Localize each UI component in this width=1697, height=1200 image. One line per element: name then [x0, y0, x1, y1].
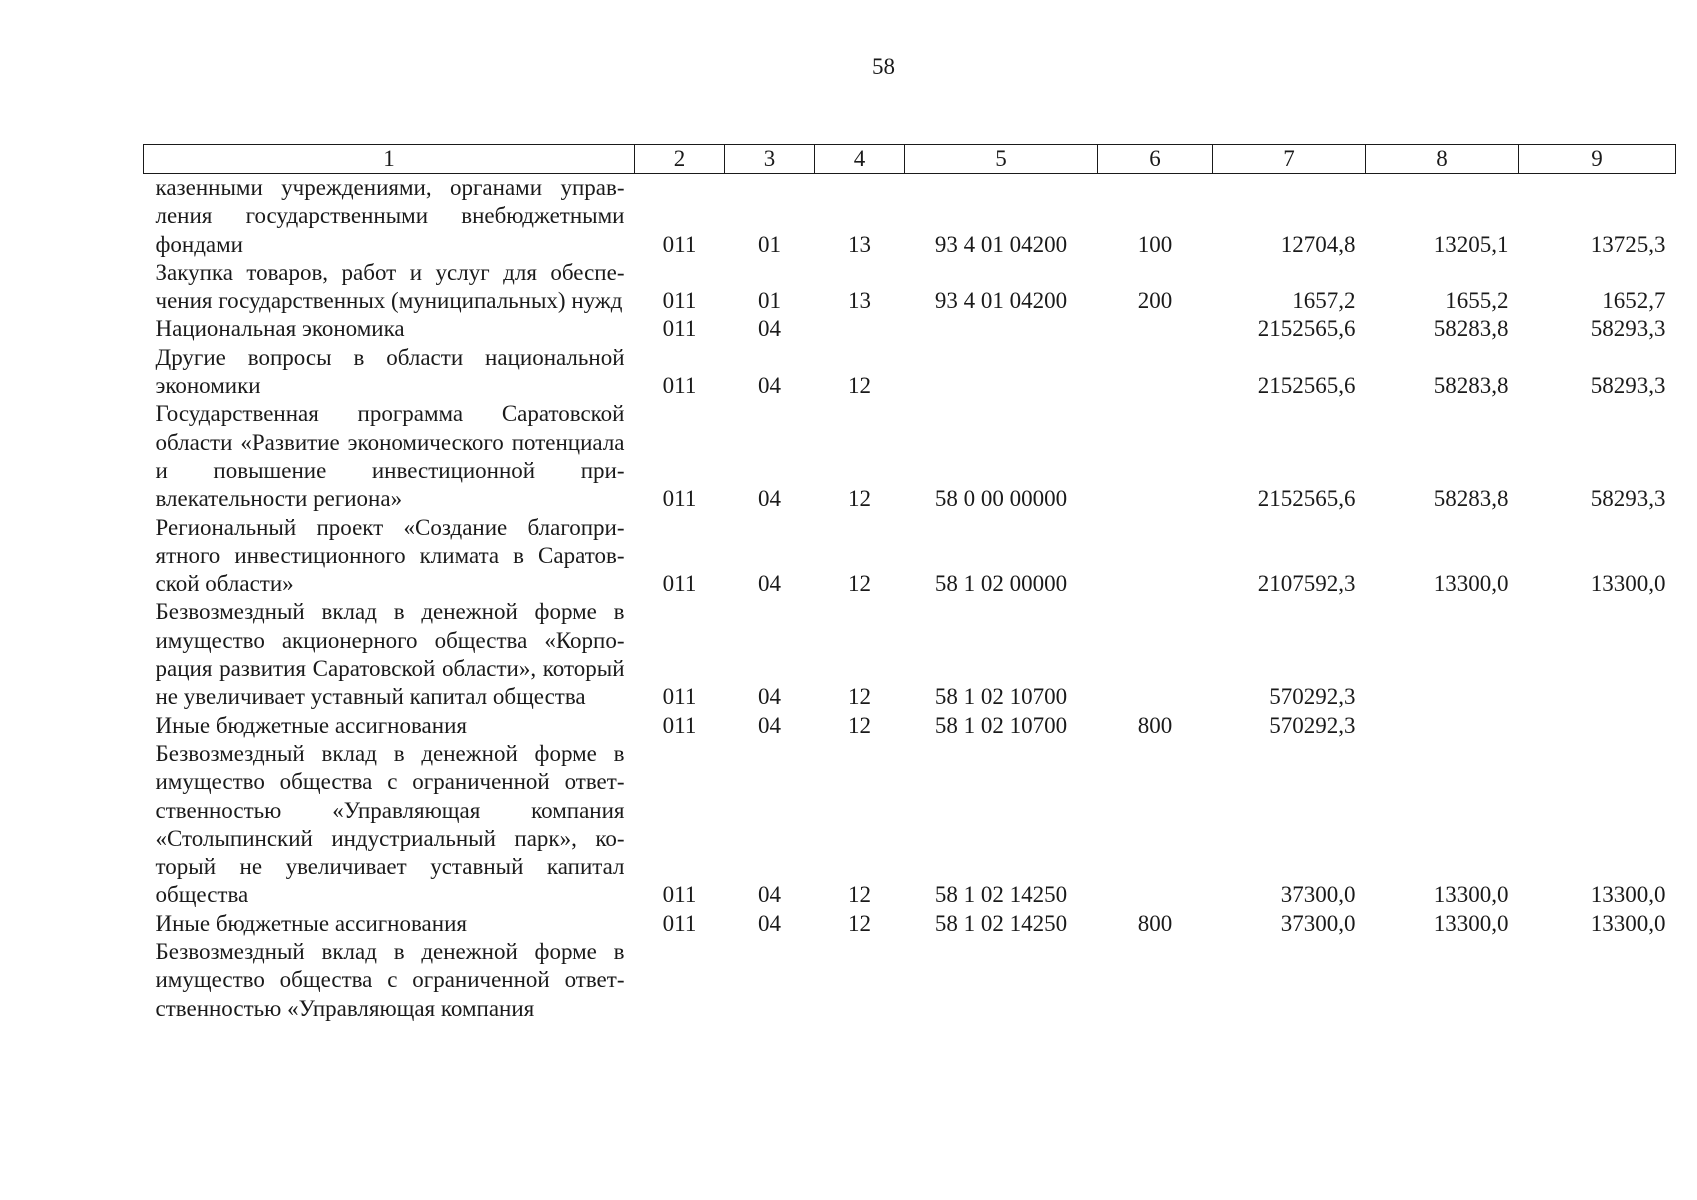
- cell-col-2: 011: [662, 882, 697, 908]
- cell-col-3: 04: [758, 882, 781, 908]
- cell-col-3: [725, 938, 815, 1023]
- cell-col-5: 58 1 02 10700: [934, 684, 1068, 710]
- cell-col-5: [905, 315, 1098, 343]
- cell-col-7: 12704,8: [1280, 231, 1356, 257]
- cell-col-3: 04: [758, 910, 781, 936]
- row-description: Безвозмездный вклад в денежной форме в имущество общества с ограниченной ответственностью «Управляющая компания «Столыпинский индустриальный парк», который не увеличивает уставный капитал общества: [155, 740, 625, 908]
- cell-col-6: [1098, 740, 1213, 910]
- cell-col-4: 12: [848, 684, 871, 710]
- cell-col-6: 100: [1137, 231, 1173, 257]
- cell-col-5: 58 1 02 14250: [934, 882, 1068, 908]
- cell-col-7: 2152565,6: [1257, 316, 1356, 342]
- table-row: [144, 315, 1676, 343]
- cell-col-4: 13: [848, 231, 871, 257]
- cell-col-6: [1098, 315, 1213, 343]
- cell-col-2: [635, 938, 725, 1023]
- cell-col-9: [1519, 598, 1676, 711]
- cell-col-8: 13205,1: [1433, 231, 1509, 257]
- cell-col-7: 37300,0: [1280, 910, 1356, 936]
- cell-col-3: 04: [758, 316, 781, 342]
- budget-table: [143, 144, 1676, 1023]
- cell-col-3: 04: [758, 571, 781, 597]
- cell-col-3: 04: [758, 486, 781, 512]
- cell-col-6: 800: [1137, 712, 1173, 738]
- cell-col-8: 13300,0: [1433, 571, 1509, 597]
- cell-col-2: 011: [662, 486, 697, 512]
- cell-col-4: 12: [848, 486, 871, 512]
- column-header: 5: [905, 145, 1098, 174]
- cell-col-2: 011: [662, 373, 697, 399]
- table-row: [144, 740, 1676, 910]
- table-row: [144, 344, 1676, 401]
- cell-col-6: [1098, 598, 1213, 711]
- cell-col-3: 04: [758, 684, 781, 710]
- cell-col-4: [815, 315, 905, 343]
- row-description: Другие вопросы в области национальной экономики: [155, 344, 625, 399]
- cell-col-4: 12: [848, 910, 871, 936]
- column-header: 7: [1213, 145, 1366, 174]
- table-row: [144, 598, 1676, 711]
- column-header: 4: [815, 145, 905, 174]
- cell-col-5: 93 4 01 04200: [934, 231, 1068, 257]
- cell-col-6: [1098, 514, 1213, 599]
- table-row: [144, 910, 1676, 938]
- cell-col-9: 58293,3: [1590, 486, 1666, 512]
- row-description: Иные бюджетные ассигнования: [155, 910, 467, 936]
- row-description: Региональный проект «Создание благоприятного инвестиционного климата в Саратовской области»: [155, 514, 625, 597]
- cell-col-4: 12: [848, 712, 871, 738]
- cell-col-5: 93 4 01 04200: [934, 288, 1068, 314]
- cell-col-8: 58283,8: [1433, 316, 1509, 342]
- cell-col-9: 58293,3: [1590, 373, 1666, 399]
- cell-col-7: 2152565,6: [1257, 373, 1356, 399]
- cell-col-7: 2107592,3: [1257, 571, 1356, 597]
- cell-col-9: 13300,0: [1590, 571, 1666, 597]
- cell-col-2: 011: [662, 231, 697, 257]
- cell-col-5: 58 1 02 10700: [934, 712, 1068, 738]
- cell-col-5: [905, 344, 1098, 401]
- cell-col-6: 200: [1137, 288, 1173, 314]
- cell-col-7: 2152565,6: [1257, 486, 1356, 512]
- cell-col-2: 011: [662, 316, 697, 342]
- cell-col-4: 12: [848, 373, 871, 399]
- cell-col-9: 13300,0: [1590, 910, 1666, 936]
- cell-col-2: 011: [662, 910, 697, 936]
- cell-col-5: 58 0 00 00000: [934, 486, 1068, 512]
- cell-col-8: 13300,0: [1433, 910, 1509, 936]
- column-header: 9: [1519, 145, 1676, 174]
- cell-col-3: 01: [758, 231, 781, 257]
- cell-col-6: [1098, 938, 1213, 1023]
- cell-col-2: 011: [662, 712, 697, 738]
- row-description: Безвозмездный вклад в денежной форме в имущество общества с ограниченной ответственностью «Управляющая компания: [155, 939, 625, 1021]
- cell-col-2: 011: [662, 571, 697, 597]
- table-row: [144, 400, 1676, 513]
- row-description: казенными учреждениями, органами управления государственными внебюджетными фондами: [155, 175, 625, 257]
- cell-col-2: 011: [662, 288, 697, 314]
- cell-col-7: [1213, 938, 1366, 1023]
- cell-col-8: [1366, 938, 1519, 1023]
- row-description: Национальная экономика: [155, 316, 405, 342]
- cell-col-9: 58293,3: [1590, 316, 1666, 342]
- cell-col-4: 12: [848, 571, 871, 597]
- column-header: 8: [1366, 145, 1519, 174]
- page-number: 58: [872, 54, 895, 79]
- row-description: Закупка товаров, работ и услуг для обеспечения государственных (муниципальных) нужд: [155, 259, 625, 314]
- table-row: [144, 174, 1676, 259]
- cell-col-8: [1366, 712, 1519, 740]
- table-body: [144, 174, 1676, 1023]
- cell-col-9: 13725,3: [1590, 231, 1666, 257]
- cell-col-5: 58 1 02 14250: [934, 910, 1068, 936]
- cell-col-9: 1652,7: [1602, 288, 1666, 314]
- column-header: 6: [1098, 145, 1213, 174]
- cell-col-6: [1098, 344, 1213, 401]
- cell-col-4: 12: [848, 882, 871, 908]
- table-row: [144, 938, 1676, 1023]
- cell-col-9: [1519, 712, 1676, 740]
- cell-col-6: 800: [1137, 910, 1173, 936]
- cell-col-6: [1098, 400, 1213, 513]
- cell-col-3: 01: [758, 288, 781, 314]
- cell-col-7: 37300,0: [1280, 882, 1356, 908]
- cell-col-7: 570292,3: [1269, 712, 1356, 738]
- cell-col-5: 58 1 02 00000: [934, 571, 1068, 597]
- row-description: Государственная программа Саратовской области «Развитие экономического потенциала и повышение инвестиционной привлекательности региона»: [155, 401, 625, 512]
- column-header: 2: [635, 145, 725, 174]
- cell-col-8: 13300,0: [1433, 882, 1509, 908]
- cell-col-8: 58283,8: [1433, 486, 1509, 512]
- column-header: 1: [144, 145, 635, 174]
- row-description: Безвозмездный вклад в денежной форме в имущество акционерного общества «Корпорация развития Саратовской области», который не увеличивает уставный капитал общества: [155, 599, 625, 710]
- table-header-row: [144, 145, 1676, 174]
- table-row: [144, 259, 1676, 316]
- cell-col-9: [1519, 938, 1676, 1023]
- row-description: Иные бюджетные ассигнования: [155, 712, 467, 738]
- cell-col-7: 1657,2: [1292, 288, 1356, 314]
- cell-col-8: 58283,8: [1433, 373, 1509, 399]
- cell-col-5: [905, 938, 1098, 1023]
- cell-col-7: 570292,3: [1269, 684, 1356, 710]
- cell-col-2: 011: [662, 684, 697, 710]
- cell-col-4: [815, 938, 905, 1023]
- cell-col-8: [1366, 598, 1519, 711]
- column-header: 3: [725, 145, 815, 174]
- cell-col-4: 13: [848, 288, 871, 314]
- cell-col-8: 1655,2: [1445, 288, 1509, 314]
- table-row: [144, 712, 1676, 740]
- cell-col-3: 04: [758, 373, 781, 399]
- cell-col-9: 13300,0: [1590, 882, 1666, 908]
- table-row: [144, 514, 1676, 599]
- cell-col-3: 04: [758, 712, 781, 738]
